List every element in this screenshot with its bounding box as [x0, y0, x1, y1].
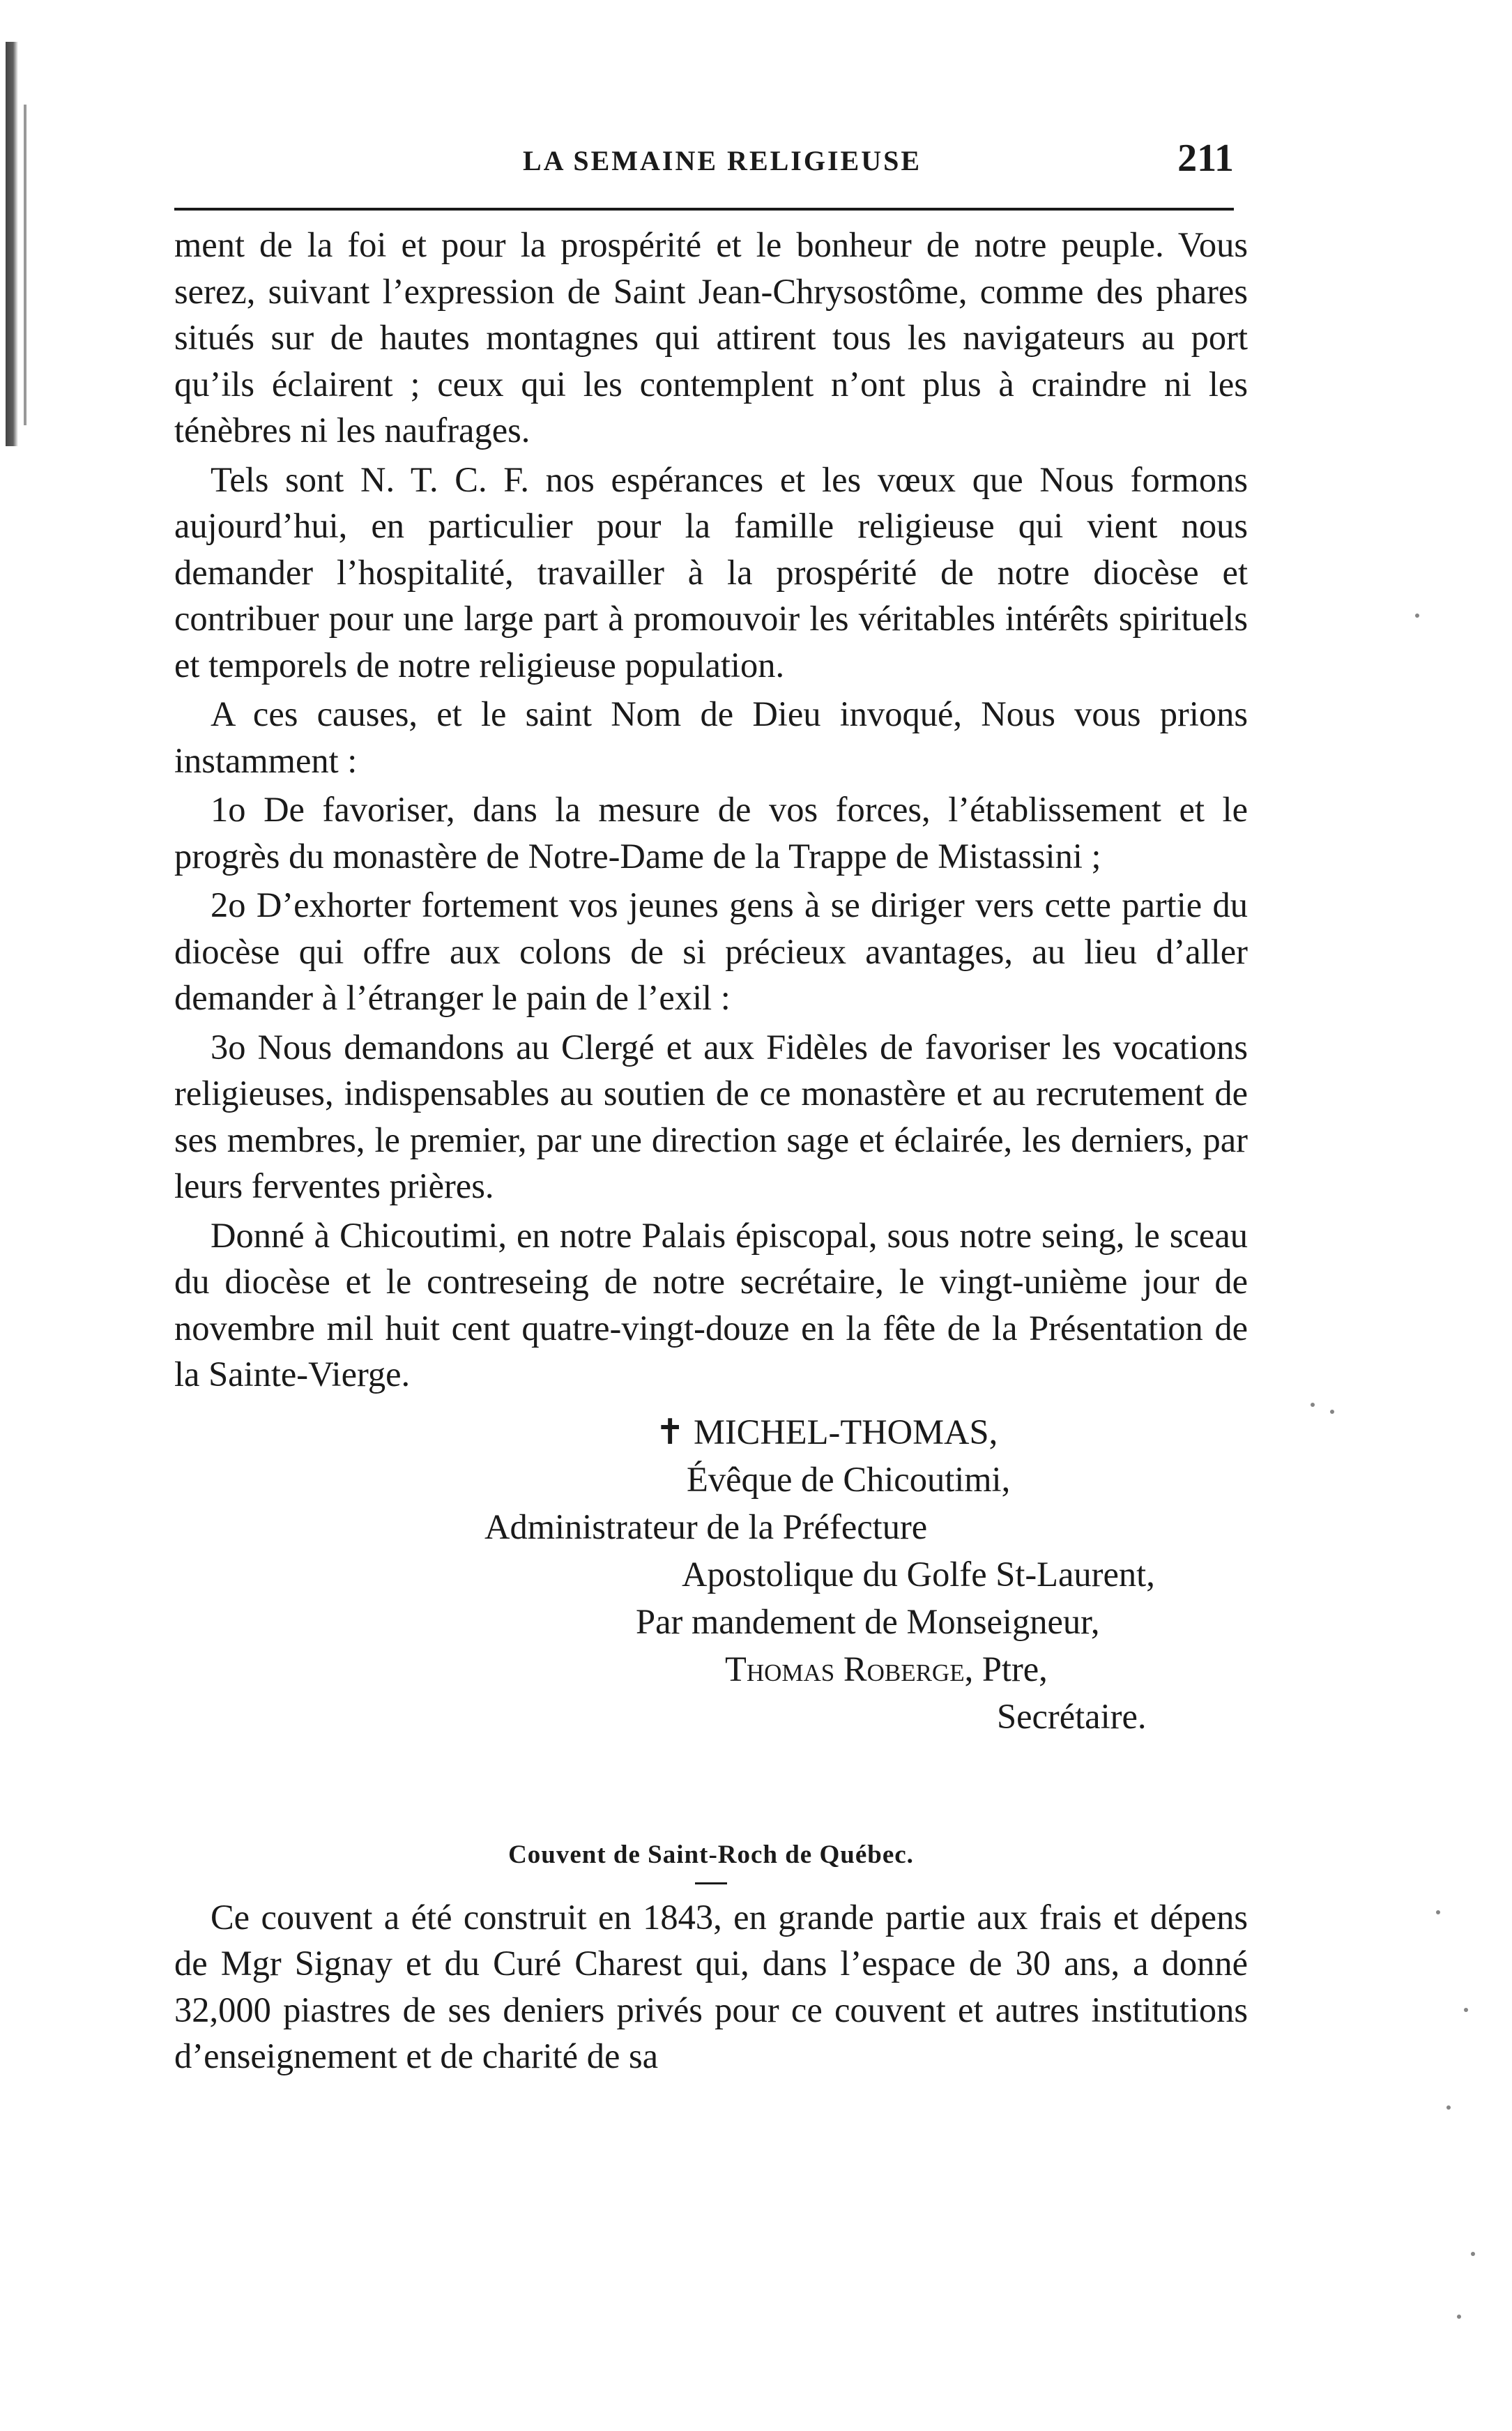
paragraph-hopes: Tels sont N. T. C. F. nos espérances et les vœux que Nous formons aujourd’hui, en particulier pour la famille religieuse qui vient nous demander l’hospitalité, travailler à la prospérité de notre diocèse et contribuer pour une large part à promouvoir les véritables intérêts spirituels et temporels de notre religieuse population. [174, 459, 1248, 685]
speck [1436, 1910, 1440, 1914]
title-dash [695, 1882, 727, 1884]
signature-title-bishop: Évêque de Chicoutimi, [687, 1459, 1011, 1499]
speck [1446, 2105, 1451, 2110]
paragraph-item-3: 3o Nous demandons au Clergé et aux Fidèles de favoriser les vocations religieuses, indispensables au soutien de ce monastère et au recrutement de ses membres, le premier, par une direction sage et éclairée, les derniers, par leurs ferventes prières. [174, 1027, 1248, 1205]
signature-secretary [725, 1646, 1048, 1693]
secretary-name: Thomas Roberge [725, 1649, 965, 1689]
page-number: 211 [1177, 137, 1234, 180]
speck [1457, 2315, 1461, 2319]
secretary-suffix: , Ptre, [964, 1649, 1048, 1689]
page-body [174, 222, 1248, 2080]
speck [1471, 2252, 1475, 2256]
paragraph-item-2: 2o D’exhorter fortement vos jeunes gens à se diriger vers cette partie du diocèse qui offre aux colons de si précieux avantages, au lieu d’aller demander à l’étranger le pain de l’exil : [174, 885, 1248, 1017]
paragraph-causes: A ces causes, et le saint Nom de Dieu invoqué, Nous vous prions instamment : [174, 694, 1248, 780]
paragraph-item-1: 1o De favoriser, dans la mesure de vos forces, l’établissement et le progrès du monastère de Notre-Dame de la Trappe de Mistassini ; [174, 790, 1248, 876]
speck [1464, 2008, 1468, 2012]
signature-title-apostolic: Apostolique du Golfe St-Laurent, [682, 1554, 1155, 1594]
signature-title-administrator: Administrateur de la Préfecture [484, 1507, 928, 1546]
signature-name: ✝ MICHEL-THOMAS, [655, 1412, 998, 1451]
signature-mandate: Par mandement de Monseigneur, [636, 1601, 1100, 1641]
paragraph-continuation: ment de la foi et pour la prospérité et le bonheur de notre peuple. Vous serez, suivant l’expression de Saint Jean-Chrysostôme, comme des phares situés sur de hautes montagnes qui attirent tous les navigateurs au port qu’ils éclairent ; ceux qui les contemplent n’ont plus à craindre ni les ténèbres ni les naufrages. [174, 225, 1248, 450]
speck [1311, 1403, 1315, 1407]
scan-edge-shadow [6, 42, 18, 446]
speck [1330, 1410, 1334, 1414]
header-rule [174, 208, 1234, 211]
running-title: LA SEMAINE RELIGIEUSE [523, 145, 922, 176]
page-header [174, 136, 1234, 192]
speck [1415, 614, 1419, 618]
paragraph-given-at: Donné à Chicoutimi, en notre Palais épiscopal, sous notre seing, le sceau du diocèse et le contreseing de notre secrétaire, le vingt-unième jour de novembre mil huit cent quatre-vingt-douze en la fête de la Présentation de la Sainte-Vierge. [174, 1215, 1248, 1394]
signature-secretary-title: Secrétaire. [997, 1696, 1147, 1736]
signature-block [174, 1409, 1248, 1799]
paragraph-convent: Ce couvent a été construit en 1843, en grande partie aux frais et dépens de Mgr Signay et du Curé Charest qui, dans l’espace de 30 ans, a donné 32,000 piastres de ses deniers privés pour ce couvent et autres institutions d’enseignement et de charité de sa [174, 1897, 1248, 2075]
scan-edge-line [24, 105, 26, 425]
section-title: Couvent de Saint-Roch de Québec. [508, 1840, 914, 1869]
